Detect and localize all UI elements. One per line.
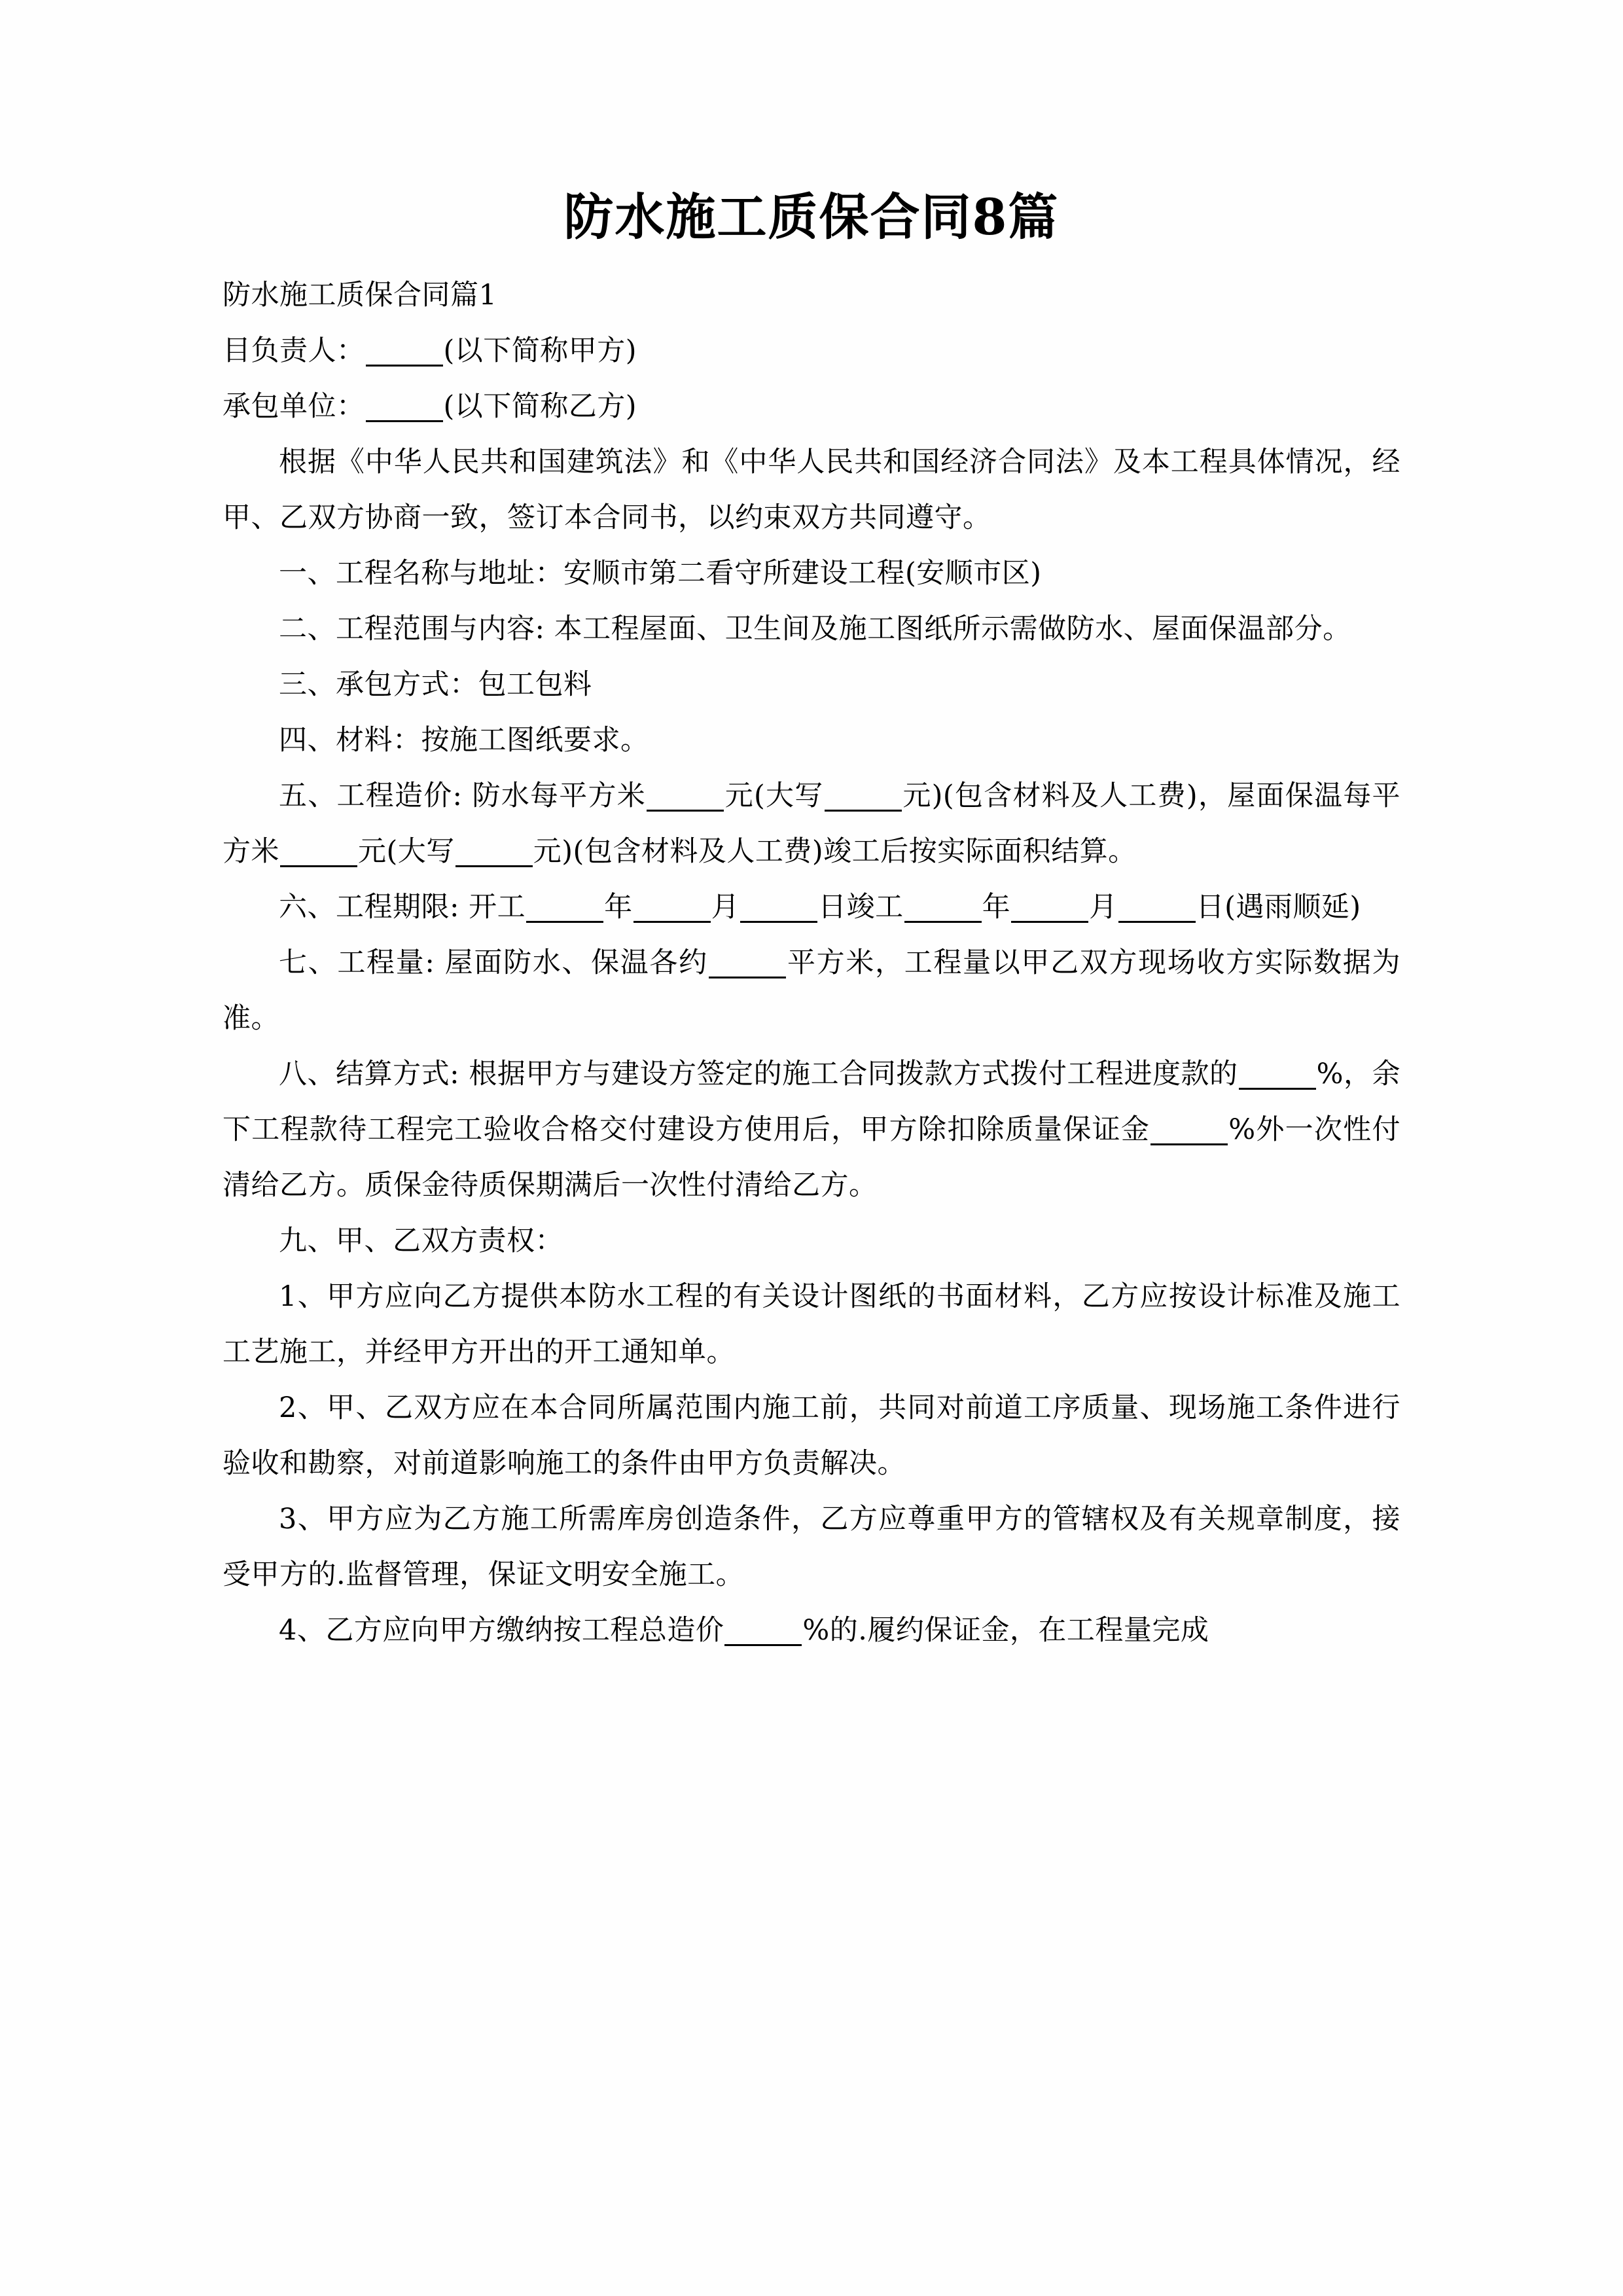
- cost-waterproof-words-blank-field[interactable]: [825, 780, 902, 812]
- cost-insulation-label: 元)(包含材料及人工费)，屋面保温每平方米: [223, 780, 1401, 869]
- end-day-blank-field[interactable]: [1118, 891, 1196, 923]
- paragraph-owner: [223, 323, 1400, 379]
- quantity-label: 七、工程量: 屋面防水、保温各约: [279, 946, 708, 980]
- end-month-unit: 月: [1089, 891, 1118, 924]
- clause-6-schedule: [223, 880, 1400, 935]
- page-title: 防水施工质保合同8篇: [563, 188, 1060, 246]
- cost-insulation-words-blank-field[interactable]: [455, 836, 533, 867]
- clause-9-sub-3: 3、甲方应为乙方施工所需库房创造条件，乙方应尊重甲方的管辖权及有关规章制度，接受甲方的.监督管理，保证文明安全施工。: [223, 1503, 1400, 1592]
- start-day-blank-field[interactable]: [740, 891, 817, 923]
- quantity-suffix: 平方米，工程量以甲乙双方现场收方实际数据为准。: [223, 946, 1401, 1035]
- performance-bond-suffix: %的.履约保证金，在工程量完成: [802, 1614, 1209, 1647]
- cost-waterproof-unit: 元(大写: [724, 780, 824, 813]
- clause-9-rights-heading: 九、甲、乙双方责权：: [279, 1225, 563, 1258]
- quantity-blank-field[interactable]: [709, 947, 786, 978]
- schedule-start-label: 六、工程期限: 开工: [279, 891, 526, 924]
- end-year-blank-field[interactable]: [904, 891, 982, 923]
- contractor-suffix: (以下简称乙方): [443, 390, 637, 423]
- document-content: [223, 0, 1400, 1659]
- end-year-unit: 年: [982, 891, 1011, 924]
- start-year-blank-field[interactable]: [526, 891, 603, 923]
- retention-percent-blank-field[interactable]: [1150, 1114, 1228, 1145]
- settlement-label: 八、结算方式: 根据甲方与建设方签定的施工合同拨款方式拨付工程进度款的: [279, 1058, 1238, 1091]
- clause-7-quantity: [223, 935, 1400, 1047]
- clause-5-project-cost: [223, 768, 1400, 880]
- paragraph-preamble: 根据《中华人民共和国建筑法》和《中华人民共和国经济合同法》及本工程具体情况，经甲、乙双方协商一致，签订本合同书，以约束双方共同遵守。: [223, 446, 1400, 535]
- clause-1-project-name: 一、工程名称与地址：安顺市第二看守所建设工程(安顺市区): [279, 557, 1042, 590]
- subtitle-text: 防水施工质保合同篇1: [223, 279, 497, 312]
- settlement-mid-text: %，余下工程款待工程完工验收合格交付建设方使用后，甲方除扣除质量保证金: [223, 1058, 1401, 1147]
- contractor-label: 承包单位：: [223, 390, 365, 423]
- performance-bond-label: 4、乙方应向甲方缴纳按工程总造价: [279, 1614, 724, 1647]
- clause-8-settlement: [223, 1047, 1400, 1213]
- rain-delay-note: 日(遇雨顺延): [1196, 891, 1361, 924]
- contractor-blank-field[interactable]: [366, 391, 443, 422]
- clause-4-materials: 四、材料：按施工图纸要求。: [279, 724, 649, 757]
- cost-waterproof-label: 五、工程造价: 防水每平方米: [279, 780, 646, 813]
- owner-suffix: (以下简称甲方): [443, 334, 637, 368]
- cost-waterproof-blank-field[interactable]: [647, 780, 724, 812]
- document-body: [223, 245, 1400, 1659]
- clause-9-sub-2: 2、甲、乙双方应在本合同所属范围内施工前，共同对前道工序质量、现场施工条件进行验收和勘察，对前道影响施工的条件由甲方负责解决。: [223, 1391, 1400, 1480]
- performance-bond-percent-blank-field[interactable]: [724, 1615, 802, 1646]
- owner-blank-field[interactable]: [366, 335, 443, 367]
- end-month-blank-field[interactable]: [1011, 891, 1088, 923]
- cost-insulation-unit: 元(大写: [358, 835, 455, 869]
- progress-percent-blank-field[interactable]: [1239, 1058, 1316, 1090]
- start-month-blank-field[interactable]: [633, 891, 711, 923]
- start-month-unit: 月: [711, 891, 740, 924]
- cost-insulation-blank-field[interactable]: [280, 836, 357, 867]
- document-subtitle: [223, 268, 1400, 323]
- clause-3-contract-mode: 三、承包方式：包工包料: [279, 668, 592, 702]
- cost-settlement-text: 元)(包含材料及人工费)竣工后按实际面积结算。: [533, 835, 1137, 869]
- clause-9-sub-1: 1、甲方应向乙方提供本防水工程的有关设计图纸的书面材料，乙方应按设计标准及施工工艺施工，并经甲方开出的开工通知单。: [223, 1280, 1400, 1369]
- start-year-unit: 年: [604, 891, 633, 924]
- paragraph-contractor: [223, 379, 1400, 435]
- clause-9-sub-4: [223, 1603, 1400, 1659]
- clause-2-scope: 二、工程范围与内容: 本工程屋面、卫生间及施工图纸所示需做防水、屋面保温部分。: [279, 613, 1351, 646]
- owner-label: 目负责人：: [223, 334, 365, 368]
- settlement-end-text: %外一次性付清给乙方。质保金待质保期满后一次性付清给乙方。: [223, 1113, 1400, 1202]
- completion-label: 日竣工: [818, 891, 904, 924]
